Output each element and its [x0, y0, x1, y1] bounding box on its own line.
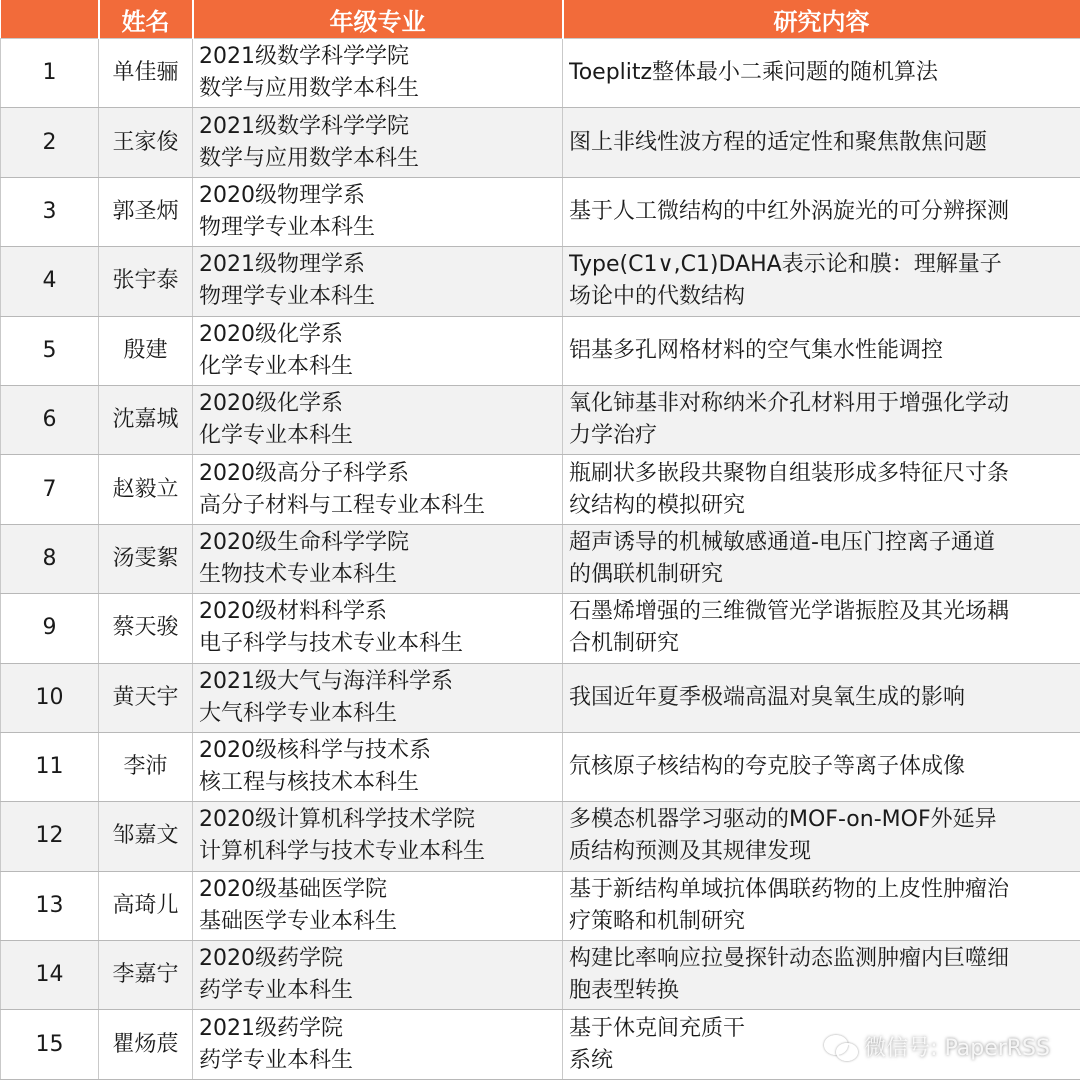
research-topic — [563, 1010, 1080, 1080]
research-topic-line: Type(C1∨,C1)DAHA表示论和膜：理解量子 — [569, 252, 1002, 278]
research-topic-line: 基于人工微结构的中红外涡旋光的可分辨探测 — [569, 198, 1010, 224]
grade-major-line: 化学专业本科生 — [199, 353, 354, 379]
table-row — [1, 247, 1080, 316]
grade-major-line: 2020级高分子科学系 — [199, 460, 409, 486]
research-topic-line: 场论中的代数结构 — [569, 284, 746, 310]
student-name: 殷建 — [99, 316, 193, 385]
research-topic — [563, 524, 1080, 593]
student-name: 高琦儿 — [99, 871, 193, 940]
header-index — [1, 0, 99, 39]
grade-major-line: 2021级药学院 — [199, 1015, 343, 1041]
research-topic — [563, 385, 1080, 454]
table-row — [1, 455, 1080, 524]
research-topic-line: 疗策略和机制研究 — [569, 908, 746, 934]
table-row — [1, 802, 1080, 871]
grade-major-line: 数学与应用数学本科生 — [199, 76, 420, 102]
research-topic-line: 石墨烯增强的三维微管光学谐振腔及其光场耦 — [569, 599, 1010, 625]
grade-major-line: 计算机科学与技术专业本科生 — [199, 839, 486, 865]
grade-major — [193, 39, 563, 108]
row-index: 3 — [1, 177, 99, 246]
grade-major — [193, 385, 563, 454]
grade-major-line: 2021级物理学系 — [199, 252, 365, 278]
student-name: 蔡天骏 — [99, 594, 193, 663]
grade-major — [193, 177, 563, 246]
row-index: 4 — [1, 247, 99, 316]
student-name: 汤雯絮 — [99, 524, 193, 593]
research-topic-line: 基于休克间充质干 — [569, 1015, 746, 1041]
table-row — [1, 524, 1080, 593]
grade-major-line: 2020级材料科学系 — [199, 599, 387, 625]
row-index: 8 — [1, 524, 99, 593]
student-name: 郭圣炳 — [99, 177, 193, 246]
student-name: 单佳骊 — [99, 39, 193, 108]
grade-major-line: 高分子材料与工程专业本科生 — [199, 492, 486, 518]
research-topic-line: 氘核原子核结构的夸克胶子等离子体成像 — [569, 754, 966, 780]
research-topic-line: 质结构预测及其规律发现 — [569, 839, 812, 865]
grade-major-line: 物理学专业本科生 — [199, 214, 376, 240]
research-topic — [563, 594, 1080, 663]
student-name: 张宇泰 — [99, 247, 193, 316]
watermark-text: 微信号: PaperRSS — [864, 1036, 1050, 1061]
grade-major-line: 2020级生命科学学院 — [199, 529, 409, 555]
table-row — [1, 108, 1080, 177]
grade-major — [193, 871, 563, 940]
grade-major-line: 核工程与核技术本科生 — [199, 770, 420, 796]
table-header-row — [1, 0, 1080, 39]
research-topic — [563, 316, 1080, 385]
grade-major-line: 基础医学专业本科生 — [199, 908, 398, 934]
research-topic-line: 构建比率响应拉曼探针动态监测肿瘤内巨噬细 — [569, 946, 1010, 972]
research-topic-line: 的偶联机制研究 — [569, 561, 724, 587]
research-topic — [563, 802, 1080, 871]
research-topic-line: Toeplitz整体最小二乘问题的随机算法 — [569, 60, 939, 86]
table-row — [1, 871, 1080, 940]
student-name: 黄天宇 — [99, 663, 193, 732]
research-topic-line: 合机制研究 — [569, 631, 680, 657]
research-topic-line: 基于新结构单域抗体偶联药物的上皮性肿瘤治 — [569, 876, 1010, 902]
research-topic-line: 超声诱导的机械敏感通道-电压门控离子通道 — [569, 529, 995, 555]
row-index: 1 — [1, 39, 99, 108]
research-topic — [563, 941, 1080, 1010]
research-topic-line: 力学治疗 — [569, 423, 658, 449]
grade-major-line: 大气科学专业本科生 — [199, 700, 398, 726]
grade-major — [193, 732, 563, 801]
research-topic-line: 多模态机器学习驱动的MOF-on-MOF外延异 — [569, 807, 997, 833]
grade-major-line: 电子科学与技术专业本科生 — [199, 631, 464, 657]
grade-major — [193, 663, 563, 732]
grade-major-line: 2020级药学院 — [199, 946, 343, 972]
research-topic — [563, 39, 1080, 108]
row-index: 5 — [1, 316, 99, 385]
student-name: 瞿炀莀 — [99, 1010, 193, 1080]
research-topic-line: 纹结构的模拟研究 — [569, 492, 746, 518]
grade-major-line: 2020级物理学系 — [199, 182, 365, 208]
grade-major-line: 2020级基础医学院 — [199, 876, 387, 902]
grade-major-line: 2021级数学科学学院 — [199, 44, 409, 70]
table-row — [1, 39, 1080, 108]
table-row — [1, 316, 1080, 385]
table-row — [1, 177, 1080, 246]
row-index: 7 — [1, 455, 99, 524]
research-topic-line: 胞表型转换 — [569, 978, 680, 1004]
row-index: 2 — [1, 108, 99, 177]
grade-major-line: 2021级大气与海洋科学系 — [199, 668, 453, 694]
research-topic — [563, 177, 1080, 246]
research-topic — [563, 455, 1080, 524]
row-index: 11 — [1, 732, 99, 801]
student-name: 李沛 — [99, 732, 193, 801]
row-index: 9 — [1, 594, 99, 663]
research-topic-line: 我国近年夏季极端高温对臭氧生成的影响 — [569, 684, 966, 710]
grade-major-line: 生物技术专业本科生 — [199, 561, 398, 587]
research-topic-line: 氧化铈基非对称纳米介孔材料用于增强化学动 — [569, 391, 1010, 417]
row-index: 12 — [1, 802, 99, 871]
row-index: 6 — [1, 385, 99, 454]
header-grade: 年级专业 — [193, 0, 563, 39]
row-index: 13 — [1, 871, 99, 940]
grade-major-line: 2020级化学系 — [199, 321, 343, 347]
grade-major — [193, 247, 563, 316]
table-row — [1, 1010, 1080, 1080]
research-topic — [563, 108, 1080, 177]
student-name: 沈嘉城 — [99, 385, 193, 454]
grade-major — [193, 108, 563, 177]
grade-major-line: 药学专业本科生 — [199, 978, 354, 1004]
grade-major-line: 2020级化学系 — [199, 391, 343, 417]
research-topic-line: 图上非线性波方程的适定性和聚焦散焦问题 — [569, 129, 988, 155]
student-name: 王家俊 — [99, 108, 193, 177]
research-topic — [563, 247, 1080, 316]
grade-major-line: 物理学专业本科生 — [199, 284, 376, 310]
row-index: 15 — [1, 1010, 99, 1080]
table-row — [1, 663, 1080, 732]
student-name: 赵毅立 — [99, 455, 193, 524]
research-topic-line: 系统 — [569, 1047, 614, 1073]
research-topic — [563, 663, 1080, 732]
table-row — [1, 594, 1080, 663]
grade-major — [193, 455, 563, 524]
grade-major-line: 药学专业本科生 — [199, 1047, 354, 1073]
header-name: 姓名 — [99, 0, 193, 39]
grade-major — [193, 316, 563, 385]
grade-major — [193, 941, 563, 1010]
grade-major-line: 2020级计算机科学技术学院 — [199, 807, 475, 833]
grade-major — [193, 524, 563, 593]
grade-major-line: 数学与应用数学本科生 — [199, 145, 420, 171]
research-topic — [563, 732, 1080, 801]
row-index: 10 — [1, 663, 99, 732]
grade-major-line: 化学专业本科生 — [199, 423, 354, 449]
table-row — [1, 732, 1080, 801]
research-topic-line: 瓶刷状多嵌段共聚物自组装形成多特征尺寸条 — [569, 460, 1010, 486]
student-name: 李嘉宁 — [99, 941, 193, 1010]
research-topic — [563, 871, 1080, 940]
research-topic-line: 铝基多孔网格材料的空气集水性能调控 — [569, 337, 944, 363]
header-topic: 研究内容 — [563, 0, 1080, 39]
row-index: 14 — [1, 941, 99, 1010]
table-row — [1, 941, 1080, 1010]
table-row — [1, 385, 1080, 454]
grade-major-line: 2021级数学科学学院 — [199, 113, 409, 139]
grade-major — [193, 802, 563, 871]
grade-major-line: 2020级核科学与技术系 — [199, 738, 431, 764]
grade-major — [193, 594, 563, 663]
student-name: 邹嘉文 — [99, 802, 193, 871]
grade-major — [193, 1010, 563, 1080]
